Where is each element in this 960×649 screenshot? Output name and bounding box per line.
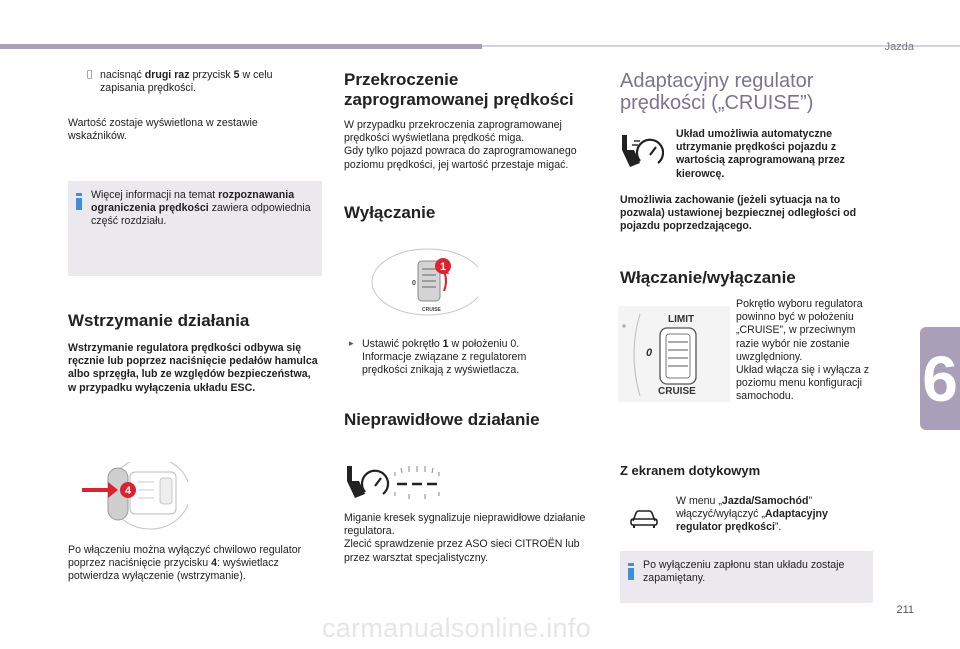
cruise-selector-knob-figure bbox=[618, 306, 730, 402]
figure-label-zero: 0 bbox=[412, 280, 416, 287]
figure-label-limit: LIMIT bbox=[668, 314, 695, 325]
stalk-knob-1-figure bbox=[368, 247, 478, 317]
heading-switch-off: Wyłączanie bbox=[344, 203, 436, 222]
chapter-tab bbox=[920, 327, 960, 430]
figure-badge-1: 1 bbox=[439, 261, 447, 273]
arrow-bullet-icon: ▸ bbox=[349, 339, 354, 349]
chapter-number: 6 bbox=[922, 343, 958, 415]
heading-suspend: Wstrzymanie działania bbox=[68, 311, 250, 330]
touchscreen-menu-text: W menu „Jazda/Samochód” włączyć/wyłączyć „Adaptacyjny regulator prędkości”. bbox=[676, 495, 828, 534]
section-label: Jazda bbox=[884, 41, 914, 53]
heading-touchscreen: Z ekranem dotykowym bbox=[620, 463, 761, 478]
adaptive-cruise-icon bbox=[620, 133, 664, 171]
store-speed-step: nacisnąć drugi raz przycisk 5 w celu zapisania prędkości. bbox=[100, 69, 312, 95]
value-displayed-text: Wartość zostaje wyświetlona w zestawie wskaźników. bbox=[68, 117, 258, 143]
figure-label-zero: 0 bbox=[646, 347, 653, 359]
info-box-text: Więcej informacji na temat rozpoznawania ograniczenia prędkości zawiera odpowiednia część rozdziału. bbox=[91, 189, 311, 228]
info-icon bbox=[76, 193, 82, 210]
heading-exceed: Przekroczenie zaprogramowanej prędkości bbox=[344, 70, 574, 109]
info-box-text: Po wyłączeniu zapłonu stan układu zostaje zapamiętany. bbox=[643, 559, 845, 585]
cruise-fault-warning-icon bbox=[345, 464, 457, 502]
arrow-bullet-icon bbox=[87, 69, 92, 82]
info-icon bbox=[628, 563, 634, 580]
knob-position-text: Pokrętło wyboru regulatora powinno być w położeniu „CRUISE”, w przeciwnym razie wybór nie zostanie uwzględniony. Układ włącza się i wyłącza z poziomu menu konfiguracji samochodu. bbox=[736, 298, 870, 403]
car-icon bbox=[629, 507, 659, 529]
safe-distance-text: Umożliwia zachowanie (jeżeli sytuacja na to pozwala) ustawionej bezpiecznej odległości od pojazdu poprzedzającego. bbox=[620, 194, 857, 233]
suspend-bold-text: Wstrzymanie regulatora prędkości odbywa się ręcznie lub poprzez naciśnięcie pedałów hamulca albo sprzęgła, lub ze względów bezpieczeństwa, w przypadku wyłączenia układu ESC. bbox=[68, 342, 318, 394]
heading-on-off: Włączanie/wyłączanie bbox=[620, 268, 796, 287]
adaptive-intro-text: Układ umożliwia automatyczne utrzymanie prędkości pojazdu z wartością zaprogramowaną przez kierowcę. bbox=[676, 128, 845, 180]
page-number: 211 bbox=[896, 604, 914, 616]
resume-text: Po włączeniu można wyłączyć chwilowo regulator poprzez naciśnięcie przycisku 4: wyświetlacz potwierdza wyłączenie (wstrzymanie). bbox=[68, 544, 302, 583]
info-box-ignition bbox=[620, 551, 873, 603]
watermark: carmanualsonline.info bbox=[322, 613, 591, 643]
info-box-speed-limit bbox=[68, 181, 322, 276]
stalk-button-4-figure bbox=[78, 462, 188, 530]
heading-adaptive-cruise: Adaptacyjny regulator prędkości („CRUISE”) bbox=[620, 70, 814, 114]
figure-badge-4: 4 bbox=[124, 485, 132, 497]
switch-off-step: ▸ Ustawić pokrętło 1 w położeniu 0. Informacje związane z regulatorem prędkości znikają z wyświetlacza. bbox=[349, 338, 527, 377]
malfunction-text: Miganie kresek sygnalizuje nieprawidłowe działanie regulatora. Zlecić sprawdzenie przez ASO sieci CITROËN lub przez warsztat specjalistyczny. bbox=[344, 512, 586, 564]
exceed-text: W przypadku przekroczenia zaprogramowanej prędkości wyświetlana prędkość miga. Gdy tylko pojazd powraca do zaprogramowanego poziomu prędkości, jej wartość przestaje migać. bbox=[344, 119, 577, 171]
heading-malfunction: Nieprawidłowe działanie bbox=[344, 410, 540, 429]
header-bar bbox=[0, 44, 482, 49]
figure-label-cruise: CRUISE bbox=[658, 386, 696, 397]
figure-label-cruise: CRUISE bbox=[422, 307, 441, 313]
